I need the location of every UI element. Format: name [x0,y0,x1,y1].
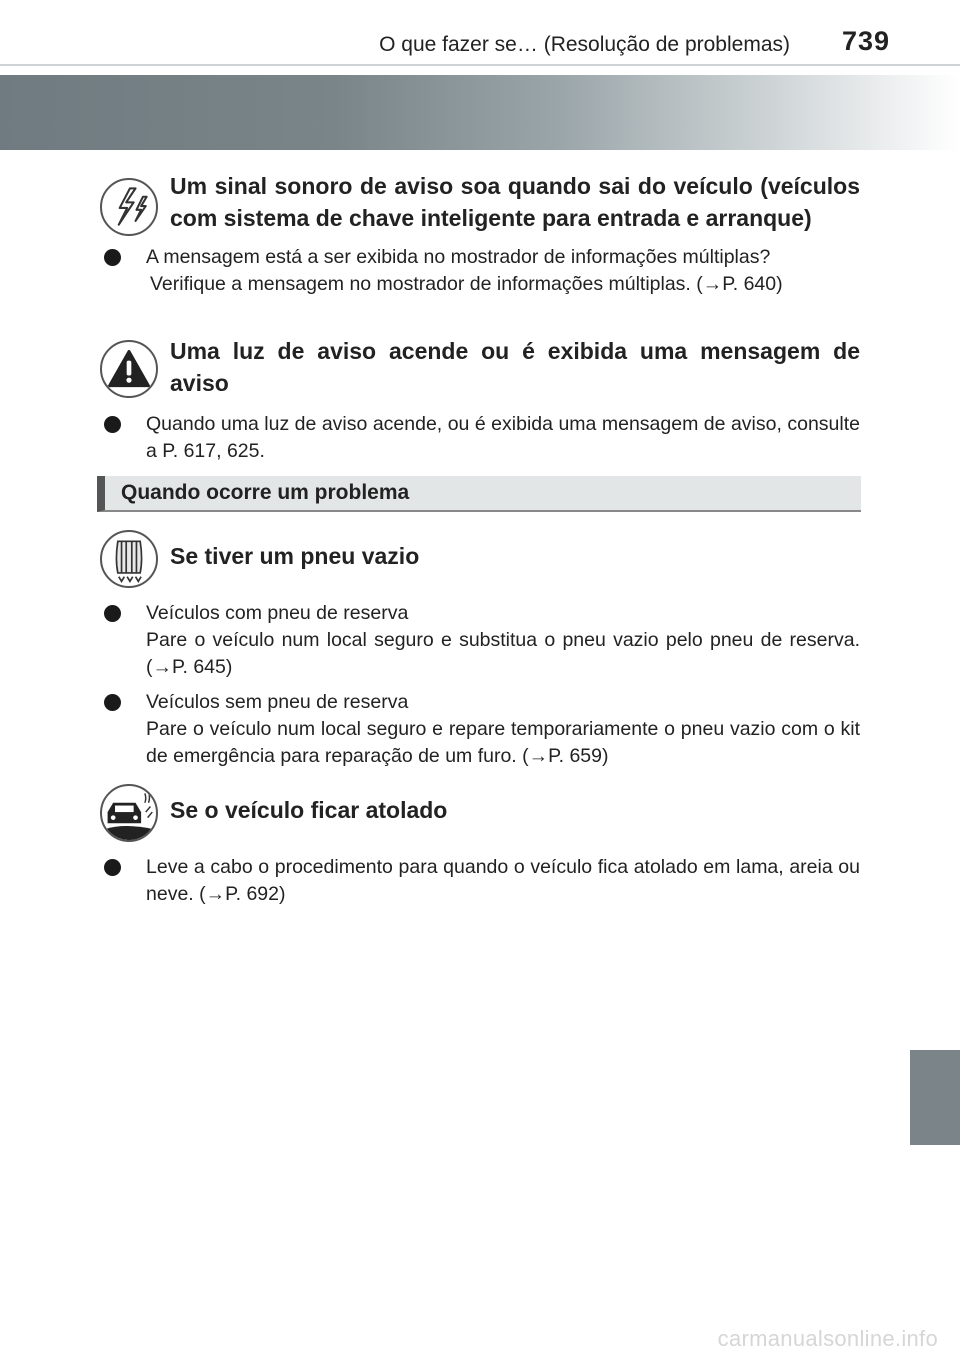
bullet-icon [104,694,121,711]
bullet-heading: Veículos sem pneu de reserva [146,691,409,713]
bullet-icon [104,859,121,876]
watermark-text: carmanualsonline.info [717,1326,938,1351]
topic-title: Um sinal sonoro de aviso soa quando sai do veículo (veículos com sistema de chave inteligente para entrada e arranque) [170,173,860,231]
topic-stuck-vehicle [100,784,860,908]
topic-heading [100,784,860,844]
topic-heading [100,335,860,399]
lightning-icon [100,178,158,236]
topic-heading [100,530,860,590]
list-item [100,600,860,681]
list-item [100,244,860,298]
bullet-text: Leve a cabo o procedimento para quando o veículo fica atolado em lama, areia ou neve. (→P. 692) [146,856,860,905]
topic-title: Se o veículo ficar atolado [170,797,448,823]
warning-triangle-icon [100,340,158,398]
list-item [100,411,860,465]
topic-heading [100,170,860,234]
topic-key-warning [100,170,860,298]
header-title: O que fazer se… (Resolução de problemas) [379,33,790,56]
topic-title: Se tiver um pneu vazio [170,543,420,569]
topic-title: Uma luz de aviso acende ou é exibida uma mensagem de aviso [170,338,860,396]
bullet-text: Quando uma luz de aviso acende, ou é exibida uma mensagem de aviso, consulte a P. 617, 625. [146,413,860,462]
bullet-text: Pare o veículo num local seguro e repare temporariamente o pneu vazio com o kit de emergência para reparação de um furo. (→P. 659) [146,718,860,767]
topic-flat-tire [100,530,860,770]
bullet-icon [104,416,121,433]
page-header [0,0,960,66]
topic-warning-light [100,335,860,465]
bullet-icon [104,249,121,266]
page-number: 739 [841,26,890,56]
stuck-car-icon [100,784,158,842]
bullet-icon [104,605,121,622]
flat-tire-icon [100,530,158,588]
chapter-banner [0,75,960,150]
bullet-instruction: Verifique a mensagem no mostrador de informações múltiplas. (→P. 640) [150,273,783,295]
section-bar [97,476,861,512]
chapter-side-tab [910,1050,960,1145]
list-item [100,689,860,770]
header-divider [0,64,960,66]
bullet-text: Pare o veículo num local seguro e substitua o pneu vazio pelo pneu de reserva. (→P. 645) [146,629,860,678]
section-title: Quando ocorre um problema [121,481,410,504]
list-item [100,854,860,908]
bullet-question: A mensagem está a ser exibida no mostrador de informações múltiplas? [146,246,771,268]
bullet-heading: Veículos com pneu de reserva [146,602,409,624]
